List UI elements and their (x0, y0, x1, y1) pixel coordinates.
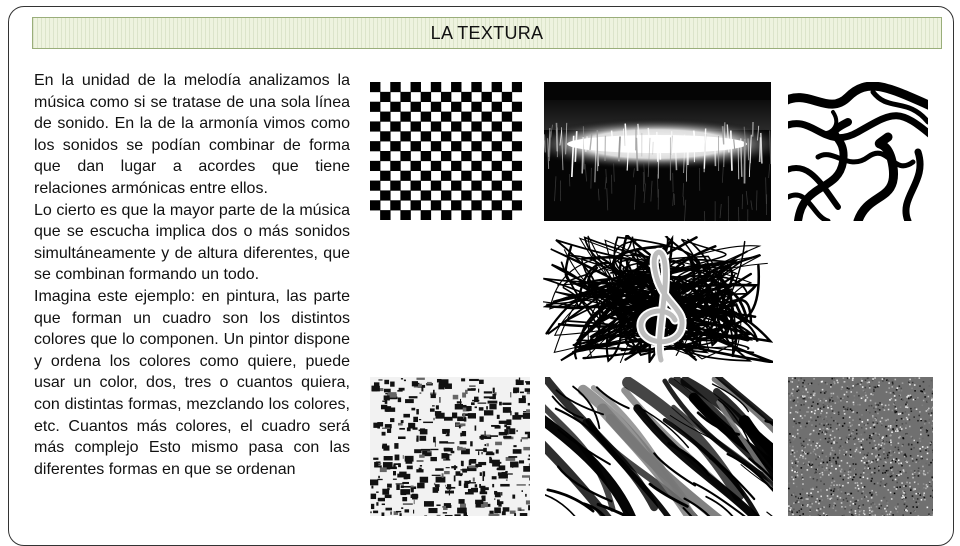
brush-stroke-texture-image (545, 377, 773, 516)
body-text (34, 70, 350, 540)
block-pattern-texture-image (370, 377, 530, 516)
paragraph-simultaneous-sounds: Lo cierto es que la mayor parte de la música que se escucha implica dos o más sonidos simultáneamente y de altura diferentes, que se combinan formando un todo. (34, 200, 350, 286)
scribble-treble-clef-image (543, 235, 773, 363)
noise-texture-image (788, 377, 933, 516)
paragraph-melody-harmony: En la unidad de la melodía analizamos la música como si se tratase de una sola línea de sonido. En la de la armonía vimos como los sonidos se podían combinar de forma que dan lugar a acordes que tiene relaciones armónicas entre ellos. (34, 70, 350, 200)
swirl-texture-image (788, 82, 928, 221)
paragraph-painting-example: Imagina este ejemplo: en pintura, las parte que forman un cuadro son los distintos colores que lo componen. Un pintor dispone y ordena los colores como quiere, puede usar un color, dos, tres o cuantos quiera, con distintas formas, mezclando los colores, etc. Cuantos más colores, el cuadro será más complejo Esto mismo pasa con las diferentes formas en que se ordenan (34, 286, 350, 480)
slide-title: LA TEXTURA (431, 23, 544, 44)
light-streak-texture-image (544, 82, 771, 221)
title-bar (32, 17, 942, 49)
checkerboard-texture-image (370, 82, 522, 220)
